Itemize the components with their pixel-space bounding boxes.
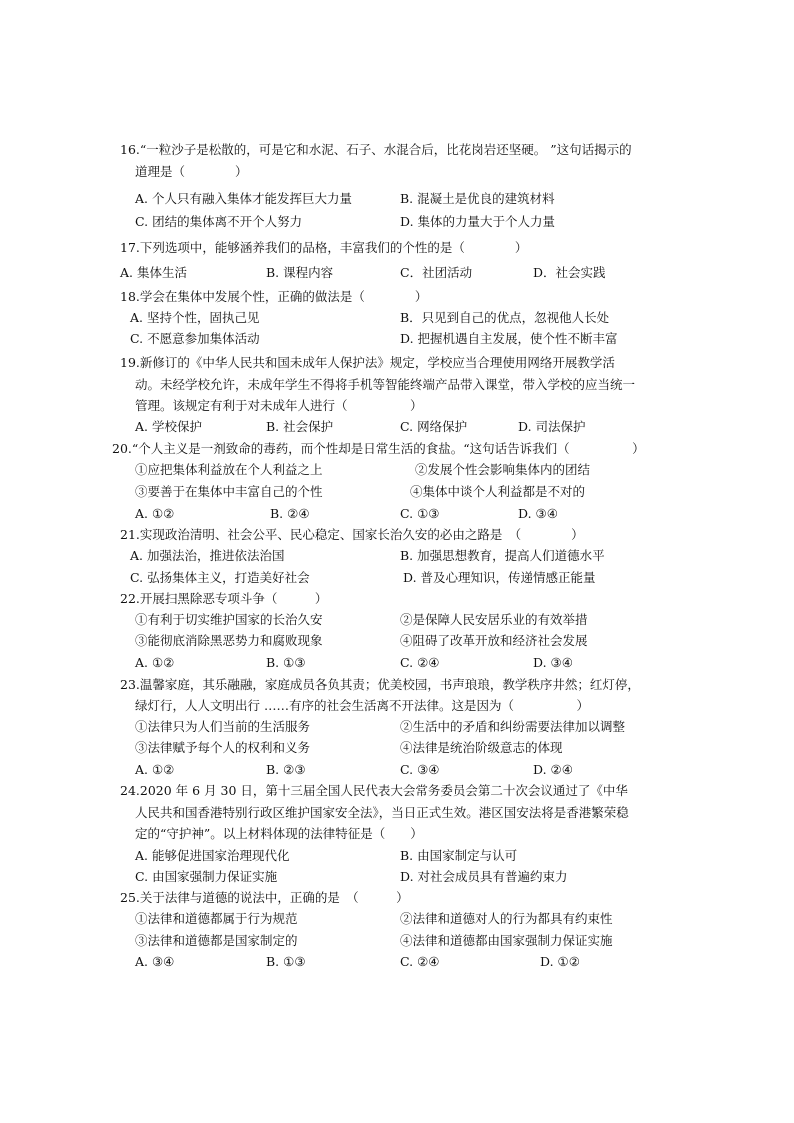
question-stem: 人民共和国香港特别行政区维护国家安全法》，当日正式生效。港区国安法将是香港繁荣稳 [135,805,629,820]
option-d[interactable]: D. ②④ [533,762,573,777]
option-d[interactable]: D. 普及心理知识，传递情感正能量 [403,570,596,585]
option-b[interactable]: B. 课程内容 [266,265,334,280]
option-a[interactable]: A. ①② [135,762,175,777]
option-a[interactable]: A. ①② [135,506,175,521]
question-stem: 道理是（ ） [135,164,248,179]
statement-1: ①有利于切实维护国家的长治久安 [135,612,323,627]
option-c[interactable]: C. 网络保护 [400,419,468,434]
question-stem: 管理。该规定有利于对未成年人进行（ ） [135,398,423,413]
option-d[interactable]: D. ③④ [533,655,573,670]
statement-1: ①应把集体利益放在个人利益之上 [135,462,323,477]
question-stem: 动。未经学校允许，未成年学生不得将手机等智能终端产品带入课堂，带入学校的应当统一 [135,377,636,392]
option-b[interactable]: B. ①③ [266,954,306,969]
question-stem: 24.2020 年 6 月 30 日，第十三届全国人民代表大会常务委员会第二十次会议通过了《中华 [120,783,628,798]
option-c[interactable]: C. 不愿意参加集体活动 [130,331,260,346]
statement-2: ②生活中的矛盾和纠纷需要法律加以调整 [400,719,626,734]
question-stem: 20.“个人主义是一剂致命的毒药，而个性却是日常生活的食盐。“这句话告诉我们（ ） [112,441,645,456]
question-stem: 21.实现政治清明、社会公平、民心稳定、国家长治久安的必由之路是 （ ） [120,527,584,542]
statement-2: ②发展个性会影响集体内的团结 [415,462,591,477]
option-b[interactable]: B．只见到自己的优点，忽视他人长处 [400,310,610,325]
option-d[interactable]: D. 司法保护 [518,419,586,434]
question-stem: 16.“一粒沙子是松散的，可是它和水泥、石子、水混合后，比花岗岩还坚硬。 ”这句话揭示的 [120,142,632,157]
option-c[interactable]: C. ③④ [400,762,440,777]
question-stem: 定的“守护神”。以上材料体现的法律特征是（ ） [135,826,423,841]
option-b[interactable]: B. 由国家制定与认可 [400,848,518,863]
question-stem: 18.学会在集体中发展个性，正确的做法是（ ） [120,289,428,304]
option-a[interactable]: A. 坚持个性，固执己见 [130,310,260,325]
question-stem: 绿灯行，人人文明出行 ……有序的社会生活离不开法律。这是因为（ ） [135,698,589,713]
option-d[interactable]: D. 集体的力量大于个人力量 [400,214,556,229]
question-stem: 22.开展扫黑除恶专项斗争（ ） [120,591,328,606]
option-d[interactable]: D. 把握机遇自主发展，使个性不断丰富 [400,331,618,346]
option-a[interactable]: A. 能够促进国家治理现代化 [135,848,290,863]
statement-3: ③法律赋予每个人的权利和义务 [135,740,311,755]
option-b[interactable]: B. ②④ [270,506,310,521]
question-stem: 25.关于法律与道德的说法中，正确的是 （ ） [120,890,409,905]
statement-4: ④法律是统治阶级意志的体现 [400,740,563,755]
statement-4: ④集体中谈个人利益都是不对的 [410,484,586,499]
option-c[interactable]: C. ②④ [400,954,440,969]
option-b[interactable]: B. ①③ [266,655,306,670]
option-c[interactable]: C. 由国家强制力保证实施 [135,869,278,884]
statement-4: ④阻碍了改革开放和经济社会发展 [400,633,588,648]
option-c[interactable]: C. 团结的集体离不开个人努力 [135,214,303,229]
option-b[interactable]: B. 社会保护 [266,419,334,434]
option-b[interactable]: B. 加强思想教育，提高人们道德水平 [400,548,605,563]
option-a[interactable]: A. 学校保护 [135,419,202,434]
statement-3: ③能彻底消除黑恶势力和腐败现象 [135,633,323,648]
statement-3: ③法律和道德都是国家制定的 [135,933,298,948]
option-b[interactable]: B. ②③ [266,762,306,777]
statement-1: ①法律只为人们当前的生活服务 [135,719,311,734]
question-stem: 19.新修订的《中华人民共和国未成年人保护法》规定，学校应当合理使用网络开展教学活 [120,355,615,370]
option-a[interactable]: A. 集体生活 [120,265,187,280]
statement-2: ②法律和道德对人的行为都具有约束性 [400,911,613,926]
option-a[interactable]: A. 个人只有融入集体才能发挥巨大力量 [135,191,352,206]
option-c[interactable]: C．社团活动 [400,265,473,280]
option-d[interactable]: D. 对社会成员具有普遍约束力 [400,869,568,884]
option-a[interactable]: A. ①② [135,655,175,670]
statement-2: ②是保障人民安居乐业的有效举措 [400,612,588,627]
option-a[interactable]: A. ③④ [135,954,175,969]
statement-4: ④法律和道德都由国家强制力保证实施 [400,933,613,948]
statement-3: ③要善于在集体中丰富自己的个性 [135,484,323,499]
option-b[interactable]: B. 混凝土是优良的建筑材料 [400,191,555,206]
question-stem: 23.温馨家庭，其乐融融，家庭成员各负其责；优美校园，书声琅琅，教学秩序井然；红灯停， [120,677,640,692]
option-c[interactable]: C. ②④ [400,655,440,670]
question-stem: 17.下列选项中，能够涵养我们的品格，丰富我们的个性的是（ ） [120,240,528,255]
option-d[interactable]: D．社会实践 [533,265,606,280]
option-d[interactable]: D. ③④ [518,506,558,521]
option-c[interactable]: C. ①③ [400,506,440,521]
option-c[interactable]: C. 弘扬集体主义，打造美好社会 [130,570,310,585]
option-d[interactable]: D. ①② [540,954,580,969]
option-a[interactable]: A. 加强法治，推进依法治国 [130,548,285,563]
statement-1: ①法律和道德都属于行为规范 [135,911,298,926]
